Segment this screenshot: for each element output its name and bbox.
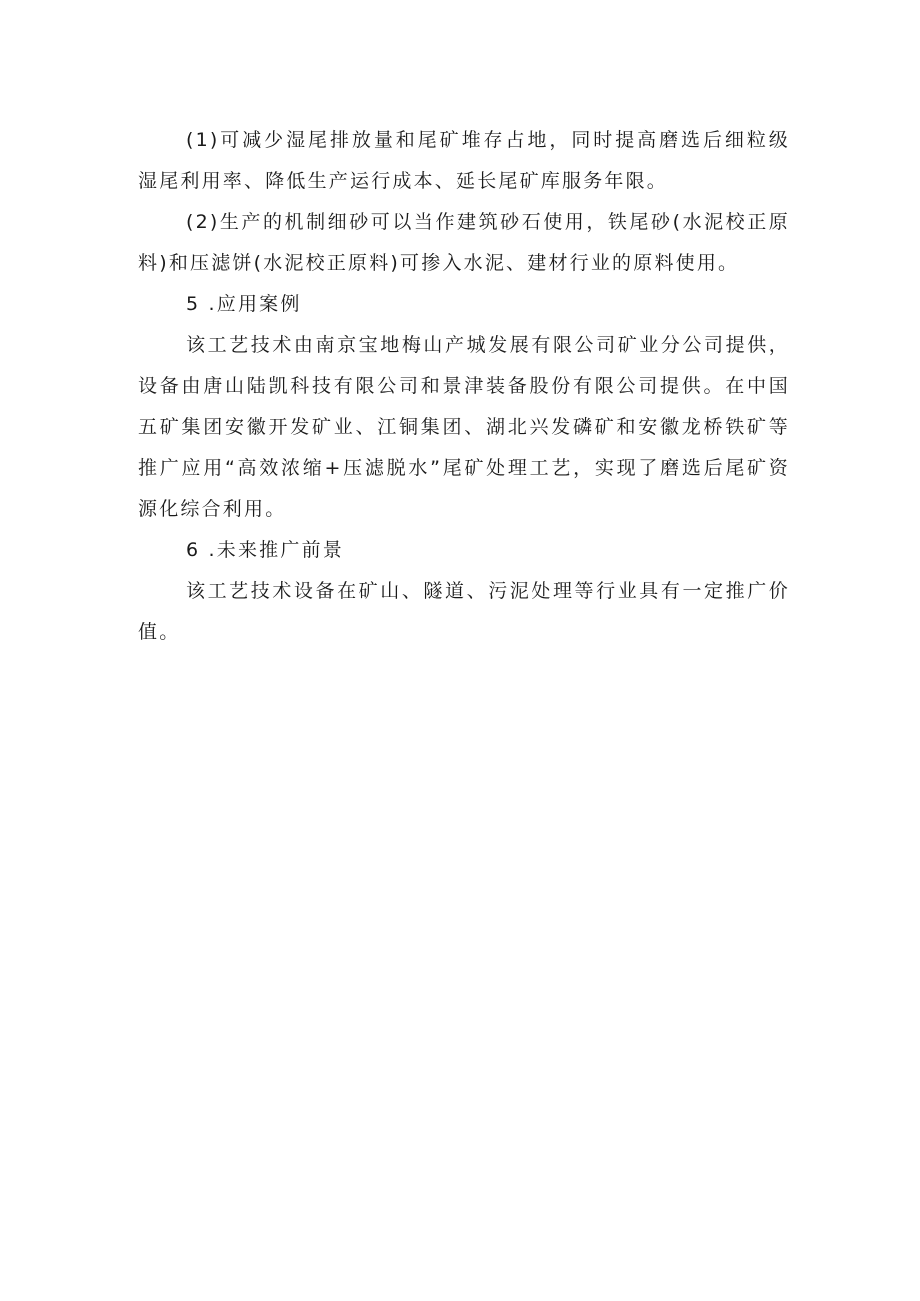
benefit-paragraph-2: (2)生产的机制细砂可以当作建筑砂石使用，铁尾砂(水泥校正原料)和压滤饼(水泥校正原料)可掺入水泥、建材行业的原料使用。 xyxy=(138,211,790,274)
section-heading-application-cases: 5 .应用案例 xyxy=(186,293,302,315)
future-prospects-paragraph: 该工艺技术设备在矿山、隧道、污泥处理等行业具有一定推广价值。 xyxy=(138,580,790,643)
benefit-paragraph-1: (1)可减少湿尾排放量和尾矿堆存占地，同时提高磨选后细粒级湿尾利用率、降低生产运行成本、延长尾矿库服务年限。 xyxy=(138,129,790,192)
application-cases-paragraph: 该工艺技术由南京宝地梅山产城发展有限公司矿业分公司提供，设备由唐山陆凯科技有限公司和景津装备股份有限公司提供。在中国五矿集团安徽开发矿业、江铜集团、湖北兴发磷矿和安徽龙桥铁矿等推广应用“高效浓缩+压滤脱水”尾矿处理工艺，实现了磨选后尾矿资源化综合利用。 xyxy=(138,334,790,520)
section-heading-future-prospects: 6 .未来推广前景 xyxy=(186,539,344,561)
document-body xyxy=(138,120,790,653)
